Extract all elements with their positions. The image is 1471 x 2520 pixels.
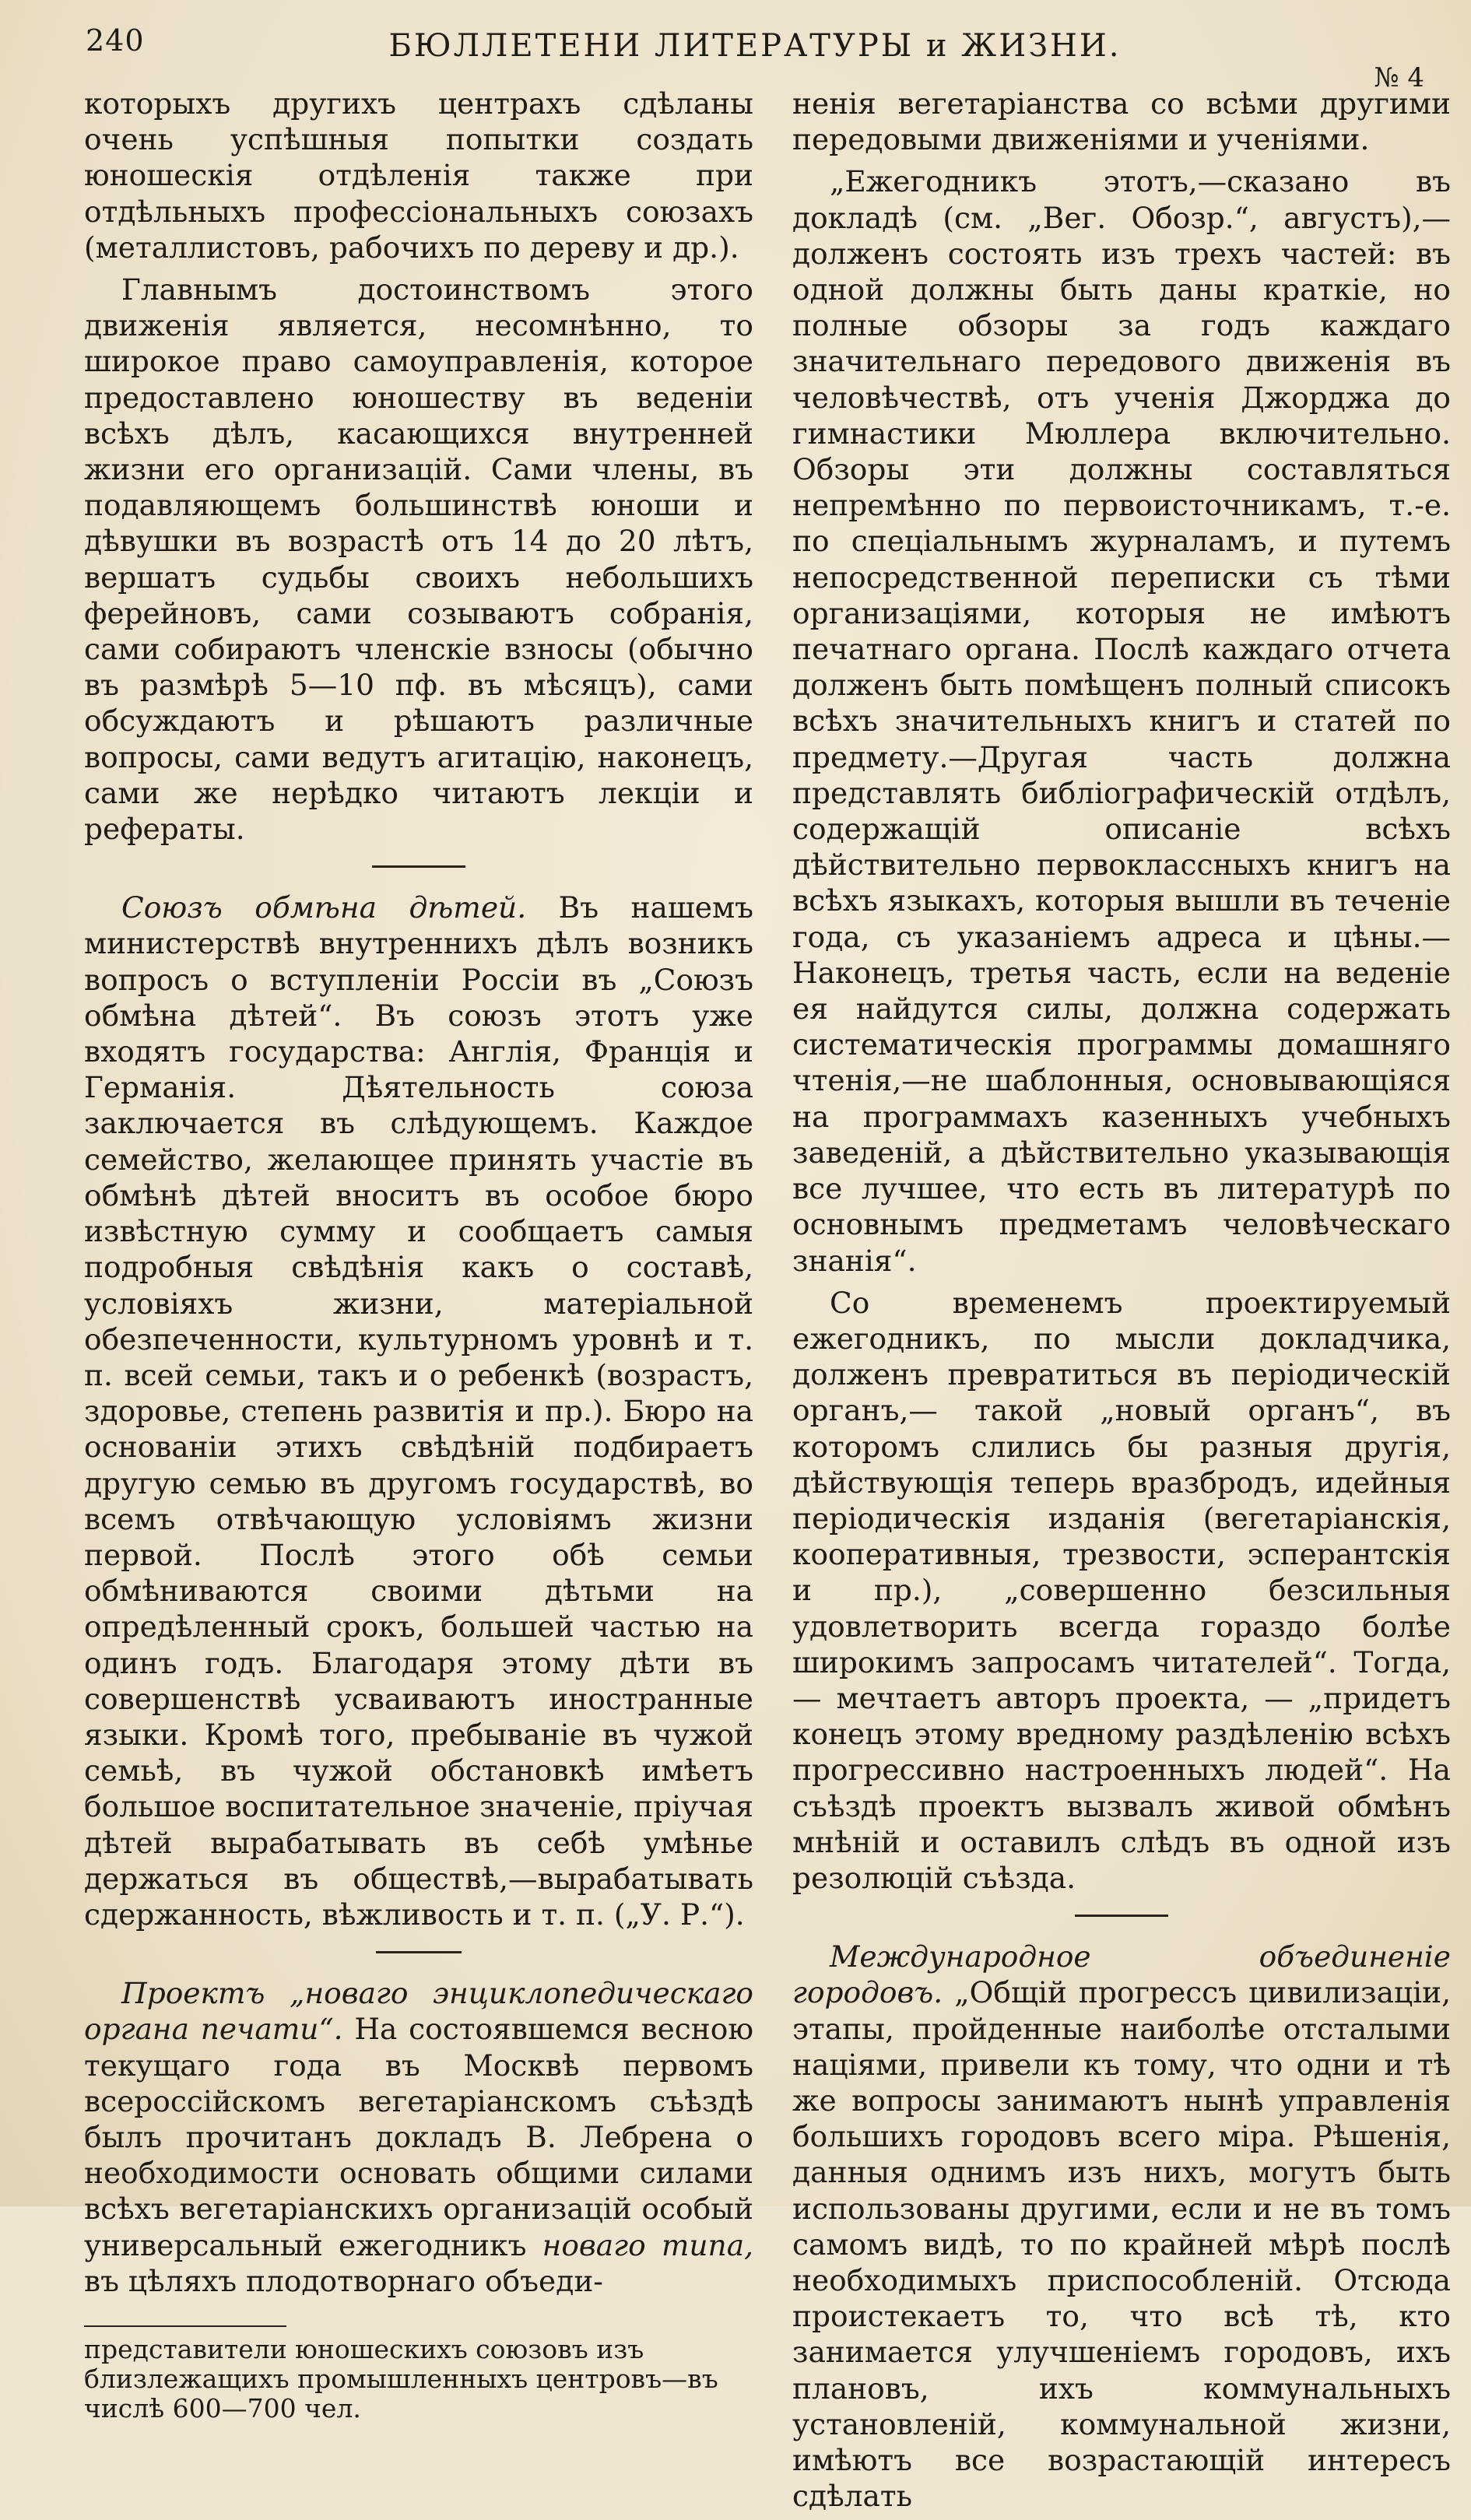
article-title: Международное объединеніе городовъ. xyxy=(792,1939,1451,2010)
paragraph: „Ежегодникъ этотъ,—сказано въ докладѣ (см. „Вег. Обозр.“, августъ),—долженъ состоять изъ трехъ частей: въ одной должны быть даны краткіе, но полные обзоры за годъ каждаго значительнаго передового движенія въ человѣчествѣ, отъ ученія Джорджа до гимнастики Мюллера включительно. Обзоры эти должны составляться непремѣнно по первоисточникамъ, т.-е. по спеціальнымъ журналамъ, и путемъ непосредственной переписки съ тѣми организаціями, которыя не имѣютъ печатнаго органа. Послѣ каждаго отчета долженъ быть помѣщенъ полный списокъ всѣхъ значительныхъ книгъ и статей по предмету.—Другая часть должна представлять библіографическій отдѣлъ, содержащій описаніе всѣхъ дѣйствительно первоклассныхъ книгъ на всѣхъ языкахъ, которыя вышли въ теченіе года, съ указаніемъ адреса и цѣны.—Наконецъ, третья часть, если на веденіе ея найдутся силы, должна содержать систематическія программы домашняго чтенія,—не шаблонныя, основывающіяся на программахъ казенныхъ учебныхъ заведеній, а дѣйствительно указывающія все лучшее, что есть въ литературѣ по основнымъ предметамъ человѣческаго знанія“. xyxy=(792,164,1451,1278)
footnote: представители юношескихъ союзовъ изъ близлежащихъ промышленныхъ центровъ—въ числѣ 600—700 чел. xyxy=(84,2333,718,2423)
section-divider xyxy=(376,1951,462,1953)
article-children-exchange xyxy=(84,890,753,1932)
page-header xyxy=(86,17,1424,93)
issue-number: № 4 xyxy=(1374,62,1424,93)
footnote-rule xyxy=(84,2325,286,2327)
article-text: Въ нашемъ министерствѣ внутреннихъ дѣлъ возникъ вопросъ о вступленіи Россіи въ „Союзъ обмѣна дѣтей“. Въ союзъ этотъ уже входятъ государства: Англія, Франція и Германія. Дѣятельность союза заключается въ слѣдующемъ. Каждое семейство, желающее принять участіе въ обмѣнѣ дѣтей вноситъ въ особое бюро извѣстную сумму и сообщаетъ самыя подробныя свѣдѣнія какъ о составѣ, условіяхъ жизни, матеріальной обезпеченности, культурномъ уровнѣ и т. п. всей семьи, такъ и о ребенкѣ (возрастъ, здоровье, степень развитія и пр.). Бюро на основаніи этихъ свѣдѣній подбираетъ другую семью въ другомъ государствѣ, во всемъ отвѣчающую условіямъ жизни первой. Послѣ этого обѣ семьи обмѣниваются своими дѣтьми на опредѣленный срокъ, большей частью на одинъ годъ. Благодаря этому дѣти въ совершенствѣ усваиваютъ иностранные языки. Кромѣ того, пребываніе въ чужой семьѣ, въ чужой обстановкѣ имѣетъ большое воспитательное значеніе, пріучая дѣтей вырабатывать въ себѣ умѣнье держаться въ обществѣ,—вырабатывать сдержанность, вѣжливость и т. п. („У. Р.“). xyxy=(84,890,753,1932)
section-divider xyxy=(372,865,465,868)
article-text: въ цѣляхъ плодотворнаго объеди- xyxy=(84,2263,603,2298)
right-column xyxy=(792,86,1451,2520)
article-title: Проектъ „новаго энциклопедическаго органа печати“. xyxy=(84,1976,753,2047)
article-emphasis: новаго типа, xyxy=(542,2227,753,2262)
article-title: Союзъ обмѣна дѣтей. xyxy=(121,890,527,925)
paragraph: которыхъ другихъ центрахъ сдѣланы очень успѣшныя попытки создать юношескія отдѣленія также при отдѣльныхъ профессіональныхъ союзахъ (металлистовъ, рабочихъ по дереву и др.). xyxy=(84,86,753,265)
page-number: 240 xyxy=(86,23,145,58)
article-encyclopedic-organ xyxy=(84,1975,753,2299)
left-column xyxy=(84,86,753,2430)
paragraph: Главнымъ достоинствомъ этого движенія является, несомнѣнно, то широкое право самоуправленія, которое предоставлено юношеству въ веденіи всѣхъ дѣлъ, касающихся внутренней жизни его организацій. Сами члены, въ подавляющемъ большинствѣ юноши и дѣвушки въ возрастѣ отъ 14 до 20 лѣтъ, вершатъ судьбы своихъ небольшихъ ферейновъ, сами созываютъ собранія, сами собираютъ членскіе взносы (обычно въ размѣрѣ 5—10 пф. въ мѣсяцъ), сами обсуждаютъ и рѣшаютъ различные вопросы, сами ведутъ агитацію, наконецъ, сами же нерѣдко читаютъ лекціи и рефераты. xyxy=(84,272,753,847)
article-text: „Общій прогрессъ цивилизаціи, этапы, пройденные наиболѣе отсталыми націями, привели къ тому, что одни и тѣ же вопросы занимаютъ нынѣ управленія большихъ городовъ всего міра. Рѣшенія, данныя однимъ изъ нихъ, могутъ быть использованы другими, если и не въ томъ самомъ видѣ, то по крайней мѣрѣ послѣ необходимыхъ приспособленій. Отсюда проистекаетъ то, что всѣ тѣ, кто занимается улучшеніемъ городовъ, ихъ плановъ, ихъ коммунальныхъ установленій, коммунальной жизни, имѣютъ все возрастающій интересъ сдѣлать xyxy=(792,1975,1451,2514)
article-city-union xyxy=(792,1939,1451,2514)
paragraph: ненія вегетаріанства со всѣми другими передовыми движеніями и ученіями. xyxy=(792,86,1451,157)
running-title: БЮЛЛЕТЕНИ ЛИТЕРАТУРЫ и ЖИЗНИ. xyxy=(388,28,1122,64)
section-divider xyxy=(1075,1915,1168,1917)
article-text: На состоявшемся весною текущаго года въ Москвѣ первомъ всероссійскомъ вегетаріанскомъ съѣздѣ былъ прочитанъ докладъ В. Лебрена о необходимости основать общими силами всѣхъ вегетаріанскихъ организацій особый универсальный ежегодникъ xyxy=(84,2012,754,2262)
paragraph: Со временемъ проектируемый ежегодникъ, по мысли докладчика, долженъ превратиться въ періодическій органъ,— такой „новый органъ“, въ которомъ слились бы разныя другія, дѣйствующія теперь вразбродъ, идейныя періодическія изданія (вегетаріанскія, кооперативныя, трезвости, эсперантскія и пр.), „совершенно безсильныя удовлетворить всегда гораздо болѣе широкимъ запросамъ читателей“. Тогда,— мечтаетъ авторъ проекта, — „придетъ конецъ этому вредному раздѣленію всѣхъ прогрессивно настроенныхъ людей“. На съѣздѣ проектъ вызвалъ живой обмѣнъ мнѣній и оставилъ слѣдъ въ одной изъ резолюцій съѣзда. xyxy=(792,1285,1451,1895)
